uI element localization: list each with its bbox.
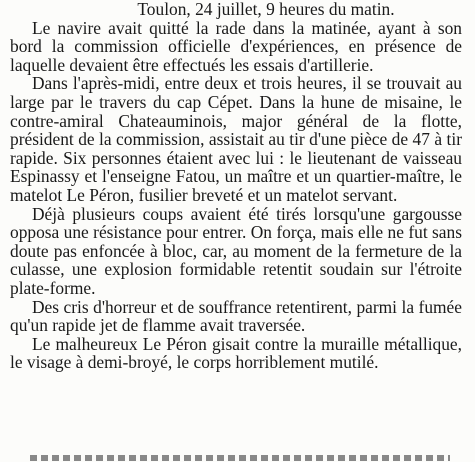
paragraph-departure: Le navire avait quitté la rade dans la matinée, ayant à son bord la commission officielle d'expériences, en présence de laquelle devaient être effectués les essais d'artillerie. [10,17,462,75]
dateline: Toulon, 24 juillet, 9 heures du matin. [137,0,395,19]
paragraph-victim: Le malheureux Le Péron gisait contre la muraille métallique, le visage à demi-broyé, le corps horriblement mutilé. [10,333,462,373]
cut-off-next-line [0,452,475,462]
truncated-text-fragment [30,455,450,461]
paragraph-cries: Des cris d'horreur et de souffrance retentirent, parmi la fumée qu'un rapide jet de flamme avait traversée. [10,296,462,336]
article-column [10,0,462,372]
paragraph-firing-test: Dans l'après-midi, entre deux et trois heures, il se trouvait au large par le travers du cap Cépet. Dans la hune de misaine, le contre-amiral Chateauminois, major général de la flotte, président de la commission, assistait au tir d'une pièce de 47 à tir rapide. Six personnes étaient avec lui : le lieutenant de vaisseau Espinassy et l'enseigne Fatou, un maître et un quartier-maître, le matelot Le Péron, fusilier breveté et un matelot servant. [10,73,462,205]
paragraph-explosion: Déjà plusieurs coups avaient été tirés lorsqu'une gargousse opposa une résistance pour entrer. On força, mais elle ne fut sans doute pas enfoncée à bloc, car, au moment de la fermeture de la culasse, une explosion formidable retentit soudain sur l'étroite plate-forme. [10,203,462,298]
